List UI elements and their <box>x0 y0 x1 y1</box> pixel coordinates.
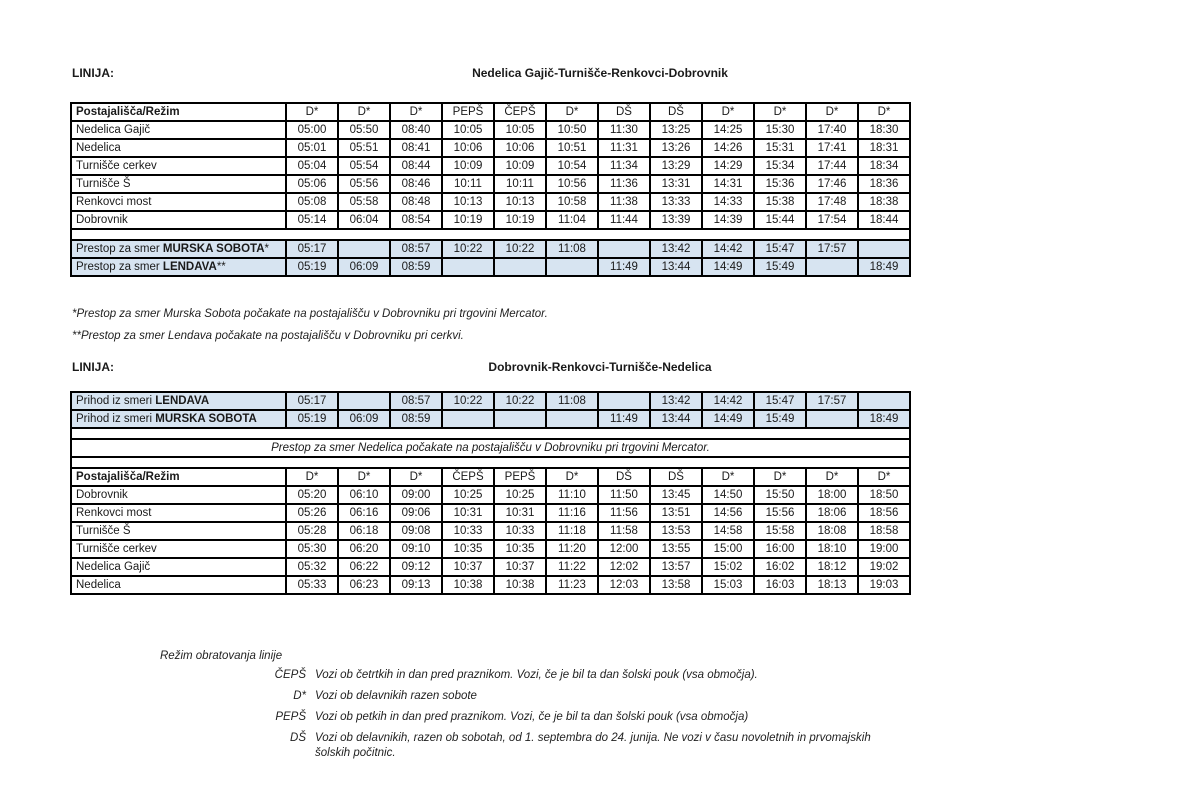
station-name: Renkovci most <box>71 193 286 211</box>
time-cell: 05:26 <box>286 504 338 522</box>
time-cell: 05:54 <box>338 157 390 175</box>
time-cell: 18:00 <box>806 486 858 504</box>
time-cell: 18:58 <box>858 522 910 540</box>
time-cell: 11:31 <box>598 139 650 157</box>
time-cell: 06:22 <box>338 558 390 576</box>
time-cell: 17:40 <box>806 121 858 139</box>
time-cell: 08:44 <box>390 157 442 175</box>
time-cell: 10:22 <box>494 392 546 410</box>
transfer-row <box>71 240 910 258</box>
time-cell: 10:13 <box>442 193 494 211</box>
column-header-mode: D* <box>338 103 390 121</box>
column-header-mode: DŠ <box>650 103 702 121</box>
time-cell: 09:12 <box>390 558 442 576</box>
row-label-destination: LENDAVA <box>162 260 217 273</box>
row-label-destination: MURSKA SOBOTA <box>162 242 265 255</box>
time-cell: 14:39 <box>702 211 754 229</box>
time-cell: 13:26 <box>650 139 702 157</box>
time-cell: 17:57 <box>806 392 858 410</box>
time-cell: 10:25 <box>442 486 494 504</box>
line-header-outbound <box>0 66 1200 82</box>
station-name: Turnišče cerkev <box>71 540 286 558</box>
legend-items <box>160 668 940 761</box>
time-cell: 18:30 <box>858 121 910 139</box>
time-cell <box>546 410 598 428</box>
station-name: Turnišče Š <box>71 175 286 193</box>
time-cell: 05:06 <box>286 175 338 193</box>
time-cell: 17:41 <box>806 139 858 157</box>
time-cell: 11:08 <box>546 240 598 258</box>
time-cell: 16:03 <box>754 576 806 594</box>
time-cell: 08:48 <box>390 193 442 211</box>
time-cell: 10:38 <box>494 576 546 594</box>
row-label <box>71 258 286 276</box>
time-cell: 10:09 <box>442 157 494 175</box>
time-cell: 05:19 <box>286 410 338 428</box>
time-cell: 18:08 <box>806 522 858 540</box>
time-cell: 14:33 <box>702 193 754 211</box>
legend-title: Režim obratovanja linije <box>160 650 283 662</box>
station-row <box>71 121 910 139</box>
time-cell: 18:44 <box>858 211 910 229</box>
time-cell: 10:37 <box>494 558 546 576</box>
time-cell: 05:00 <box>286 121 338 139</box>
time-cell <box>494 410 546 428</box>
time-cell: 09:10 <box>390 540 442 558</box>
time-cell: 09:00 <box>390 486 442 504</box>
time-cell: 17:57 <box>806 240 858 258</box>
time-cell: 18:31 <box>858 139 910 157</box>
row-label-suffix: * <box>264 242 269 255</box>
legend-code: ČEPŠ <box>274 669 306 681</box>
time-cell: 19:03 <box>858 576 910 594</box>
time-cell: 17:46 <box>806 175 858 193</box>
spacer-cell <box>71 428 910 439</box>
time-cell: 11:36 <box>598 175 650 193</box>
line-title-outbound: Nedelica Gajič-Turnišče-Renkovci-Dobrovnik <box>472 66 728 80</box>
time-cell: 11:10 <box>546 486 598 504</box>
time-cell <box>338 392 390 410</box>
time-cell: 18:06 <box>806 504 858 522</box>
column-header-mode: PEPŠ <box>442 103 494 121</box>
row-label-prefix: Prihod iz smeri <box>76 412 156 425</box>
time-cell: 10:09 <box>494 157 546 175</box>
time-cell: 13:33 <box>650 193 702 211</box>
column-header-mode: PEPŠ <box>494 468 546 486</box>
time-cell: 06:04 <box>338 211 390 229</box>
station-row <box>71 522 910 540</box>
footnote-murska-sobota: *Prestop za smer Murska Sobota počakate na postajališču v Dobrovniku pri trgovini Mercator. <box>72 308 548 320</box>
station-name: Turnišče cerkev <box>71 157 286 175</box>
legend-text: Vozi ob delavnikih, razen ob sobotah, od 1. septembra do 24. junija. Ne vozi v času novoletnih in prvomajskih šolskih počitnic. <box>315 732 871 759</box>
row-label-prefix: Prihod iz smeri <box>76 394 156 407</box>
column-header-mode: D* <box>546 103 598 121</box>
time-cell: 09:08 <box>390 522 442 540</box>
time-cell: 15:03 <box>702 576 754 594</box>
column-header-mode: D* <box>546 468 598 486</box>
time-cell: 18:13 <box>806 576 858 594</box>
time-cell: 10:22 <box>442 392 494 410</box>
time-cell: 05:51 <box>338 139 390 157</box>
legend-text: Vozi ob delavnikih razen sobote <box>315 690 477 702</box>
time-cell: 11:34 <box>598 157 650 175</box>
time-cell: 06:20 <box>338 540 390 558</box>
time-cell: 10:19 <box>494 211 546 229</box>
column-header-mode: D* <box>286 103 338 121</box>
note-row <box>71 439 910 457</box>
column-header-mode: D* <box>858 468 910 486</box>
time-cell: 18:56 <box>858 504 910 522</box>
station-row <box>71 486 910 504</box>
station-name: Nedelica <box>71 139 286 157</box>
column-header-stations: Postajališča/Režim <box>71 103 286 121</box>
time-cell <box>546 258 598 276</box>
column-header-mode: D* <box>338 468 390 486</box>
time-cell: 14:42 <box>702 392 754 410</box>
time-cell: 05:56 <box>338 175 390 193</box>
time-cell: 10:19 <box>442 211 494 229</box>
time-cell: 11:04 <box>546 211 598 229</box>
time-cell: 10:35 <box>442 540 494 558</box>
time-cell: 06:16 <box>338 504 390 522</box>
column-header-mode: D* <box>754 468 806 486</box>
time-cell: 14:42 <box>702 240 754 258</box>
time-cell: 13:42 <box>650 240 702 258</box>
header-row <box>71 103 910 121</box>
time-cell: 11:58 <box>598 522 650 540</box>
column-header-mode: D* <box>702 468 754 486</box>
row-label <box>71 392 286 410</box>
legend-code: D* <box>293 690 306 702</box>
time-cell: 05:28 <box>286 522 338 540</box>
station-row <box>71 504 910 522</box>
legend-item <box>160 731 940 761</box>
column-header-mode: D* <box>286 468 338 486</box>
station-name: Nedelica Gajič <box>71 121 286 139</box>
column-header-stations: Postajališča/Režim <box>71 468 286 486</box>
row-label-prefix: Prestop za smer <box>76 242 163 255</box>
time-cell: 15:47 <box>754 392 806 410</box>
time-cell: 05:08 <box>286 193 338 211</box>
time-cell: 15:56 <box>754 504 806 522</box>
time-cell: 13:25 <box>650 121 702 139</box>
spacer-row <box>71 229 910 240</box>
time-cell: 18:49 <box>858 258 910 276</box>
time-cell: 19:00 <box>858 540 910 558</box>
time-cell: 14:49 <box>702 258 754 276</box>
time-cell: 18:36 <box>858 175 910 193</box>
legend-text: Vozi ob četrtkih in dan pred praznikom. Vozi, če je bil ta dan šolski pouk (vsa območja). <box>315 669 758 681</box>
time-cell: 11:16 <box>546 504 598 522</box>
time-cell: 18:12 <box>806 558 858 576</box>
time-cell: 05:17 <box>286 392 338 410</box>
time-cell: 08:57 <box>390 240 442 258</box>
legend-item <box>160 689 940 704</box>
time-cell: 08:54 <box>390 211 442 229</box>
time-cell: 13:29 <box>650 157 702 175</box>
time-cell: 10:37 <box>442 558 494 576</box>
station-row <box>71 175 910 193</box>
time-cell <box>806 410 858 428</box>
time-cell: 10:35 <box>494 540 546 558</box>
time-cell: 10:06 <box>494 139 546 157</box>
time-cell <box>806 258 858 276</box>
arrival-row <box>71 410 910 428</box>
legend-item <box>160 668 940 683</box>
column-header-mode: D* <box>702 103 754 121</box>
time-cell: 05:04 <box>286 157 338 175</box>
time-cell: 06:18 <box>338 522 390 540</box>
time-cell: 17:48 <box>806 193 858 211</box>
spacer-cell <box>71 457 910 468</box>
line-label: LINIJA: <box>72 360 114 374</box>
time-cell: 13:44 <box>650 258 702 276</box>
time-cell <box>442 410 494 428</box>
line-title-return: Dobrovnik-Renkovci-Turnišče-Nedelica <box>488 360 712 374</box>
time-cell: 11:30 <box>598 121 650 139</box>
time-cell: 10:51 <box>546 139 598 157</box>
time-cell: 05:58 <box>338 193 390 211</box>
time-cell: 13:39 <box>650 211 702 229</box>
transfer-note: Prestop za smer Nedelica počakate na postajališču v Dobrovniku pri trgovini Mercator. <box>71 439 910 457</box>
time-cell: 14:25 <box>702 121 754 139</box>
time-cell: 14:56 <box>702 504 754 522</box>
column-header-mode: DŠ <box>598 468 650 486</box>
time-cell: 15:34 <box>754 157 806 175</box>
legend-code: DŠ <box>290 732 306 744</box>
station-name: Dobrovnik <box>71 486 286 504</box>
time-cell: 11:56 <box>598 504 650 522</box>
time-cell: 12:02 <box>598 558 650 576</box>
time-cell: 19:02 <box>858 558 910 576</box>
time-cell: 15:38 <box>754 193 806 211</box>
time-cell: 10:11 <box>494 175 546 193</box>
time-cell: 08:41 <box>390 139 442 157</box>
time-cell: 09:13 <box>390 576 442 594</box>
column-header-mode: ČEPŠ <box>494 103 546 121</box>
column-header-mode: DŠ <box>598 103 650 121</box>
column-header-mode: D* <box>806 103 858 121</box>
spacer-cell <box>71 229 910 240</box>
station-row <box>71 558 910 576</box>
station-row <box>71 139 910 157</box>
time-cell: 16:00 <box>754 540 806 558</box>
time-cell: 05:32 <box>286 558 338 576</box>
time-cell: 10:33 <box>494 522 546 540</box>
time-cell: 12:00 <box>598 540 650 558</box>
time-cell: 14:49 <box>702 410 754 428</box>
time-cell: 11:49 <box>598 410 650 428</box>
footnote-lendava: **Prestop za smer Lendava počakate na postajališču v Dobrovniku pri cerkvi. <box>72 330 464 342</box>
time-cell: 14:29 <box>702 157 754 175</box>
line-header-return <box>0 360 1200 376</box>
station-row <box>71 193 910 211</box>
station-name: Nedelica <box>71 576 286 594</box>
time-cell: 13:55 <box>650 540 702 558</box>
time-cell: 13:53 <box>650 522 702 540</box>
time-cell: 05:01 <box>286 139 338 157</box>
time-cell: 13:57 <box>650 558 702 576</box>
time-cell: 15:49 <box>754 258 806 276</box>
time-cell: 08:40 <box>390 121 442 139</box>
time-cell: 13:44 <box>650 410 702 428</box>
station-name: Renkovci most <box>71 504 286 522</box>
time-cell: 10:05 <box>494 121 546 139</box>
row-label <box>71 240 286 258</box>
time-cell: 08:57 <box>390 392 442 410</box>
column-header-mode: DŠ <box>650 468 702 486</box>
time-cell: 15:00 <box>702 540 754 558</box>
line-label: LINIJA: <box>72 66 114 80</box>
timetable-outbound <box>70 102 911 277</box>
arrival-row <box>71 392 910 410</box>
row-label-destination: MURSKA SOBOTA <box>155 412 257 425</box>
station-row <box>71 211 910 229</box>
legend-text: Vozi ob petkih in dan pred praznikom. Vozi, če je bil ta dan šolski pouk (vsa območja) <box>315 711 749 723</box>
time-cell: 14:50 <box>702 486 754 504</box>
station-name: Nedelica Gajič <box>71 558 286 576</box>
row-label-destination: LENDAVA <box>155 394 210 407</box>
time-cell <box>494 258 546 276</box>
time-cell: 10:13 <box>494 193 546 211</box>
spacer-row <box>71 428 910 439</box>
time-cell: 10:33 <box>442 522 494 540</box>
column-header-mode: D* <box>754 103 806 121</box>
time-cell: 14:31 <box>702 175 754 193</box>
time-cell: 10:54 <box>546 157 598 175</box>
time-cell: 05:30 <box>286 540 338 558</box>
column-header-mode: D* <box>858 103 910 121</box>
row-label-suffix: ** <box>216 260 226 273</box>
time-cell: 15:50 <box>754 486 806 504</box>
time-cell: 11:08 <box>546 392 598 410</box>
time-cell: 10:58 <box>546 193 598 211</box>
time-cell: 11:50 <box>598 486 650 504</box>
time-cell: 18:34 <box>858 157 910 175</box>
time-cell: 13:45 <box>650 486 702 504</box>
column-header-mode: D* <box>390 103 442 121</box>
time-cell: 10:05 <box>442 121 494 139</box>
time-cell: 18:38 <box>858 193 910 211</box>
column-header-mode: ČEPŠ <box>442 468 494 486</box>
time-cell: 15:47 <box>754 240 806 258</box>
time-cell: 13:42 <box>650 392 702 410</box>
time-cell: 17:44 <box>806 157 858 175</box>
time-cell: 06:09 <box>338 410 390 428</box>
time-cell: 13:51 <box>650 504 702 522</box>
time-cell: 16:02 <box>754 558 806 576</box>
time-cell: 11:49 <box>598 258 650 276</box>
time-cell: 05:14 <box>286 211 338 229</box>
row-label <box>71 410 286 428</box>
station-row <box>71 540 910 558</box>
time-cell: 05:50 <box>338 121 390 139</box>
time-cell: 18:10 <box>806 540 858 558</box>
time-cell: 14:58 <box>702 522 754 540</box>
time-cell: 15:44 <box>754 211 806 229</box>
time-cell <box>442 258 494 276</box>
time-cell: 05:19 <box>286 258 338 276</box>
time-cell: 15:31 <box>754 139 806 157</box>
time-cell: 10:31 <box>442 504 494 522</box>
time-cell <box>598 392 650 410</box>
time-cell: 10:22 <box>494 240 546 258</box>
time-cell: 05:33 <box>286 576 338 594</box>
time-cell: 05:17 <box>286 240 338 258</box>
time-cell <box>338 240 390 258</box>
row-label-prefix: Prestop za smer <box>76 260 163 273</box>
time-cell: 11:22 <box>546 558 598 576</box>
time-cell: 10:31 <box>494 504 546 522</box>
time-cell <box>858 392 910 410</box>
time-cell: 08:59 <box>390 410 442 428</box>
time-cell: 13:31 <box>650 175 702 193</box>
time-cell: 08:59 <box>390 258 442 276</box>
spacer-row <box>71 457 910 468</box>
time-cell: 11:18 <box>546 522 598 540</box>
time-cell: 11:23 <box>546 576 598 594</box>
time-cell: 10:50 <box>546 121 598 139</box>
time-cell: 11:38 <box>598 193 650 211</box>
time-cell: 13:58 <box>650 576 702 594</box>
time-cell: 12:03 <box>598 576 650 594</box>
time-cell: 11:20 <box>546 540 598 558</box>
time-cell: 17:54 <box>806 211 858 229</box>
time-cell: 15:30 <box>754 121 806 139</box>
time-cell: 18:49 <box>858 410 910 428</box>
time-cell: 10:56 <box>546 175 598 193</box>
time-cell: 06:10 <box>338 486 390 504</box>
time-cell: 09:06 <box>390 504 442 522</box>
header-row <box>71 468 910 486</box>
time-cell: 05:20 <box>286 486 338 504</box>
time-cell: 10:11 <box>442 175 494 193</box>
timetable-return <box>70 391 911 595</box>
station-row <box>71 157 910 175</box>
legend-item <box>160 710 940 725</box>
time-cell: 10:25 <box>494 486 546 504</box>
time-cell: 11:44 <box>598 211 650 229</box>
time-cell: 06:09 <box>338 258 390 276</box>
legend <box>160 650 940 767</box>
column-header-mode: D* <box>806 468 858 486</box>
time-cell: 18:50 <box>858 486 910 504</box>
time-cell: 10:22 <box>442 240 494 258</box>
time-cell: 15:02 <box>702 558 754 576</box>
column-header-mode: D* <box>390 468 442 486</box>
time-cell: 10:06 <box>442 139 494 157</box>
time-cell: 08:46 <box>390 175 442 193</box>
time-cell: 14:26 <box>702 139 754 157</box>
station-name: Dobrovnik <box>71 211 286 229</box>
time-cell: 10:38 <box>442 576 494 594</box>
station-row <box>71 576 910 594</box>
time-cell <box>598 240 650 258</box>
time-cell <box>858 240 910 258</box>
transfer-row <box>71 258 910 276</box>
time-cell: 15:58 <box>754 522 806 540</box>
time-cell: 06:23 <box>338 576 390 594</box>
station-name: Turnišče Š <box>71 522 286 540</box>
time-cell: 15:36 <box>754 175 806 193</box>
legend-code: PEPŠ <box>275 711 306 723</box>
time-cell: 15:49 <box>754 410 806 428</box>
